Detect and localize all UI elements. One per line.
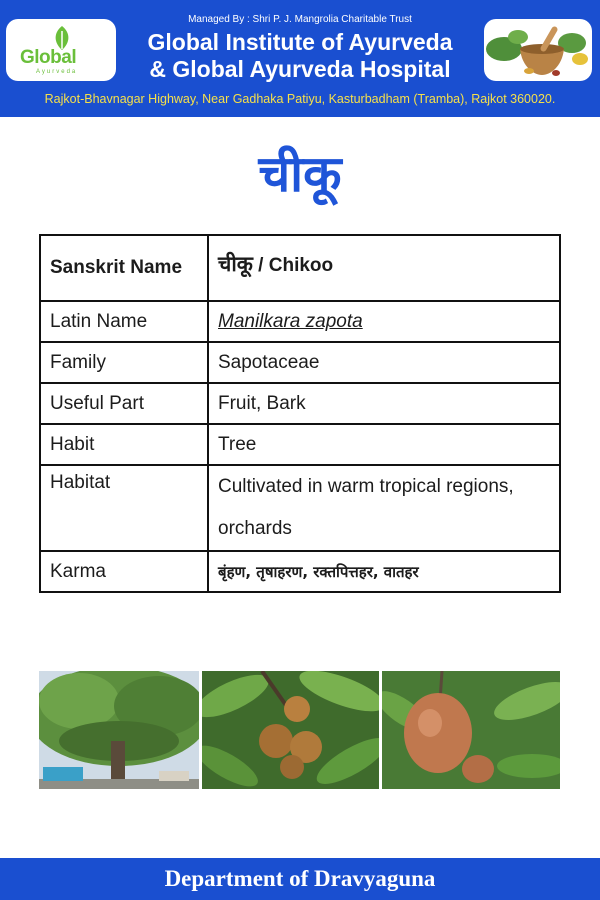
sanskrit-name-label: Sanskrit Name <box>40 235 208 301</box>
logo-word: Global <box>20 47 77 68</box>
table-row <box>40 465 560 551</box>
useful-part-value: Fruit, Bark <box>208 383 560 424</box>
karma-label: Karma <box>40 551 208 592</box>
sanskrit-name-value <box>208 235 560 301</box>
table-row <box>40 383 560 424</box>
hospital-title: & Global Ayurveda Hospital <box>149 56 451 82</box>
latin-name-cell <box>208 301 560 342</box>
department-footer: Department of Dravyaguna <box>0 858 600 900</box>
managed-by-text: Managed By : Shri P. J. Mangrolia Charitable Trust <box>188 14 412 25</box>
habitat-label: Habitat <box>40 465 208 551</box>
institute-title: Global Institute of Ayurveda <box>147 29 453 55</box>
table-row <box>40 301 560 342</box>
mortar-herbs-image <box>484 19 592 81</box>
habitat-value: Cultivated in warm tropical regions, orchards <box>208 465 560 551</box>
latin-name-value: Manilkara zapota <box>218 310 363 332</box>
table-row <box>40 551 560 592</box>
family-value: Sapotaceae <box>208 342 560 383</box>
sanskrit-name-english: / Chikoo <box>252 255 334 276</box>
habit-value: Tree <box>208 424 560 465</box>
tree-photo <box>39 671 199 789</box>
latin-name-label: Latin Name <box>40 301 208 342</box>
fruits-on-branch-photo <box>202 671 379 789</box>
plant-info-table <box>39 234 561 593</box>
table-row <box>40 342 560 383</box>
habit-label: Habit <box>40 424 208 465</box>
table-row <box>40 235 560 301</box>
header-banner <box>0 0 600 117</box>
sanskrit-name-hindi: चीकू <box>218 252 253 276</box>
address-line: Rajkot-Bhavnagar Highway, Near Gadhaka Patiyu, Kasturbadham (Tramba), Rajkot 360020. <box>44 92 556 106</box>
plant-heading: चीकू <box>258 145 342 203</box>
logo-subtitle: Ayurveda <box>36 69 78 75</box>
family-label: Family <box>40 342 208 383</box>
table-row <box>40 424 560 465</box>
karma-value: बृंहण, तृषाहरण, रक्तपित्तहर, वातहर <box>208 551 560 592</box>
useful-part-label: Useful Part <box>40 383 208 424</box>
fruit-closeup-photo <box>382 671 560 789</box>
